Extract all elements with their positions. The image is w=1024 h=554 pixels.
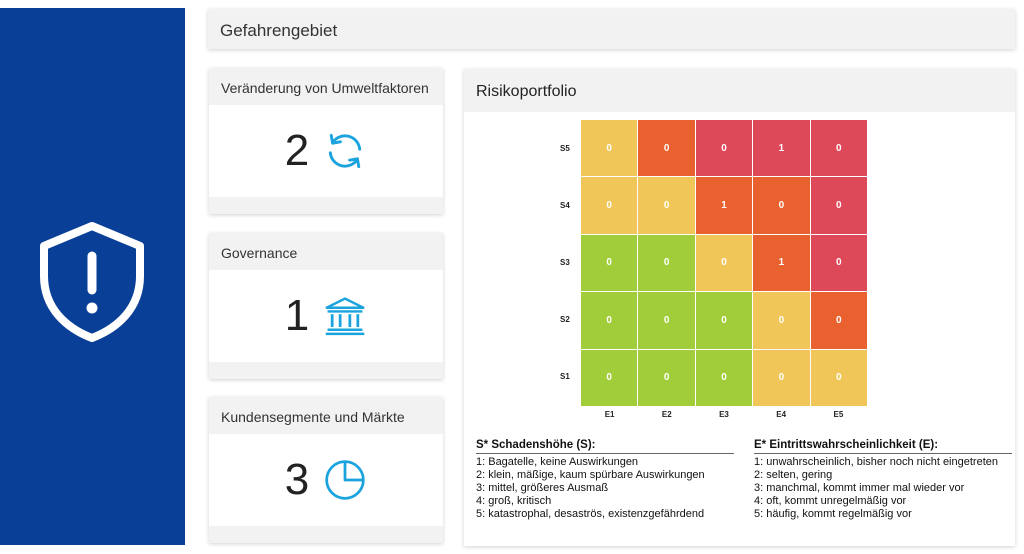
legend-item: 5: katastrophal, desaströs, existenzgefährdend — [476, 508, 705, 520]
risk-portfolio-card — [464, 69, 1015, 546]
matrix-cell-S3-E1[interactable]: 0 — [581, 235, 637, 291]
portfolio-body — [464, 112, 1015, 546]
x-axis-label: E1 — [604, 410, 615, 419]
matrix-cell-S3-E3[interactable]: 0 — [696, 235, 752, 291]
legend-item: 4: groß, kritisch — [476, 495, 552, 507]
legend-item: 4: oft, kommt unregelmäßig vor — [754, 495, 907, 507]
category-card-kundensegmente[interactable] — [209, 397, 443, 543]
risk-count: 2 — [284, 126, 310, 175]
category-card-umweltfaktoren[interactable] — [209, 68, 443, 214]
x-axis-label: E3 — [719, 410, 729, 419]
card-body — [209, 434, 443, 526]
header-bar — [208, 9, 1015, 49]
matrix-cell-S1-E3[interactable]: 0 — [696, 350, 752, 406]
matrix-cell-S1-E5[interactable]: 0 — [811, 350, 867, 406]
matrix-cell-S4-E5[interactable]: 0 — [811, 177, 867, 233]
y-axis-label: S5 — [560, 143, 570, 153]
matrix-cell-S5-E5[interactable]: 0 — [811, 120, 867, 176]
legend-item: 1: Bagatelle, keine Auswirkungen — [476, 456, 639, 468]
legend-probability-heading: E* Eintrittswahrscheinlichkeit (E): — [754, 439, 1012, 454]
matrix-cell-S3-E2[interactable]: 0 — [638, 235, 694, 291]
matrix-cell-S5-E2[interactable]: 0 — [638, 120, 694, 176]
matrix-cell-S5-E4[interactable]: 1 — [753, 120, 809, 176]
matrix-cell-S3-E5[interactable]: 0 — [811, 235, 867, 291]
legend-item: 1: unwahrscheinlich, bisher noch nicht eingetreten — [754, 456, 998, 468]
shield-alert-icon — [28, 218, 156, 346]
card-body — [209, 105, 443, 197]
sidebar — [0, 8, 185, 545]
y-axis-label: S3 — [560, 258, 570, 267]
matrix-cell-S2-E2[interactable]: 0 — [638, 292, 694, 348]
card-title: Veränderung von Umweltfaktoren — [221, 80, 429, 96]
matrix-cell-S1-E2[interactable]: 0 — [638, 350, 694, 406]
matrix-cell-S4-E3[interactable]: 1 — [696, 177, 752, 233]
category-card-governance[interactable] — [209, 233, 443, 379]
x-axis-label: E5 — [833, 410, 844, 419]
matrix-cell-S1-E4[interactable]: 0 — [753, 350, 809, 406]
matrix-cell-S4-E1[interactable]: 0 — [581, 177, 637, 233]
legend-item: 3: mittel, größeres Ausmaß — [476, 482, 609, 494]
card-title: Kundensegmente und Märkte — [221, 409, 405, 425]
risk-matrix — [581, 120, 867, 406]
matrix-cell-S3-E4[interactable]: 1 — [753, 235, 809, 291]
matrix-cell-S5-E1[interactable]: 0 — [581, 120, 637, 176]
card-body — [209, 270, 443, 362]
legend-item: 5: häufig, kommt regelmäßig vor — [754, 508, 912, 520]
matrix-cell-S2-E5[interactable]: 0 — [811, 292, 867, 348]
matrix-cell-S5-E3[interactable]: 0 — [696, 120, 752, 176]
refresh-icon — [323, 129, 367, 173]
x-axis-label: E2 — [661, 410, 672, 419]
matrix-cell-S2-E1[interactable]: 0 — [581, 292, 637, 348]
matrix-cell-S2-E3[interactable]: 0 — [696, 292, 752, 348]
matrix-cell-S4-E4[interactable]: 0 — [753, 177, 809, 233]
matrix-cell-S1-E1[interactable]: 0 — [581, 350, 637, 406]
page-title: Gefahrengebiet — [220, 21, 338, 40]
legend-severity-heading: S* Schadenshöhe (S): — [476, 439, 734, 454]
pie-chart-icon — [323, 458, 367, 502]
legend-item: 3: manchmal, kommt immer mal wieder vor — [754, 482, 965, 494]
x-axis-label: E4 — [776, 410, 787, 419]
risk-count: 3 — [284, 455, 310, 504]
bank-icon — [323, 294, 367, 338]
legend-item: 2: klein, mäßige, kaum spürbare Auswirkungen — [476, 469, 705, 481]
matrix-cell-S2-E4[interactable]: 0 — [753, 292, 809, 348]
y-axis-label: S1 — [560, 372, 570, 382]
legend-severity — [476, 439, 734, 521]
legend-probability — [754, 439, 1012, 521]
y-axis-label: S4 — [560, 200, 570, 210]
risk-count: 1 — [284, 291, 310, 340]
portfolio-title: Risikoportfolio — [476, 83, 577, 100]
card-title: Governance — [221, 245, 298, 261]
matrix-cell-S4-E2[interactable]: 0 — [638, 177, 694, 233]
legend-item: 2: selten, gering — [754, 469, 833, 481]
y-axis-label: S2 — [560, 315, 570, 325]
